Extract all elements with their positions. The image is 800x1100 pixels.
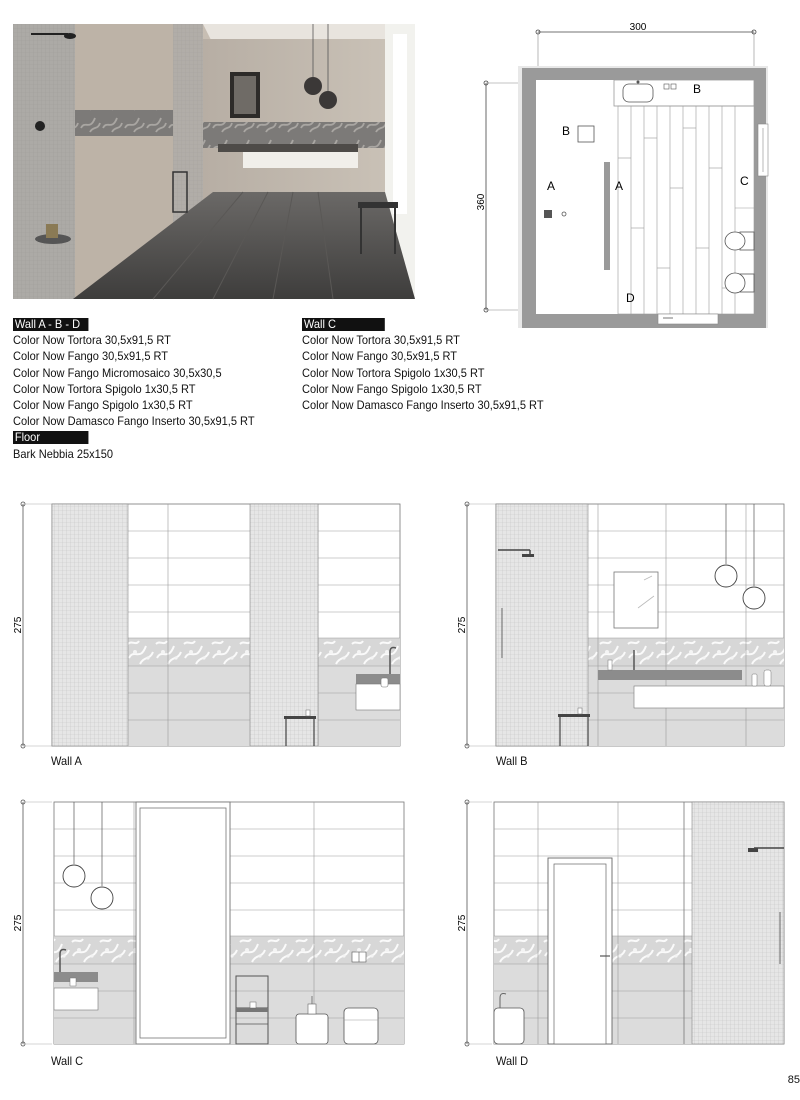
width-dim-label: 300	[629, 22, 647, 33]
spec-title-floor: Floor	[13, 431, 88, 444]
height-dim-label: 275	[13, 616, 24, 634]
elevation-label-wall-b: Wall B	[496, 754, 528, 768]
spec-item: Color Now Fango 30,5x91,5 RT	[13, 349, 169, 364]
plan-label-b-top: B	[693, 82, 702, 96]
elevation-label-wall-c: Wall C	[51, 1054, 84, 1068]
spec-title-wall-c: Wall C	[302, 318, 385, 331]
spec-item: Color Now Tortora 30,5x91,5 RT	[302, 333, 460, 348]
floor-plan	[478, 18, 788, 334]
plan-label-b-left: B	[562, 124, 571, 138]
spec-wall-abd	[13, 316, 255, 462]
plan-label-d: D	[626, 291, 635, 305]
spec-item: Color Now Damasco Fango Inserto 30,5x91,5 RT	[13, 414, 255, 429]
spec-item: Color Now Fango Micromosaico 30,5x30,5	[13, 365, 222, 380]
spec-item: Color Now Fango 30,5x91,5 RT	[302, 349, 458, 364]
elevation-label-wall-d: Wall D	[496, 1054, 529, 1068]
height-dim-label: 275	[13, 914, 24, 932]
plan-drain-icon	[544, 210, 552, 218]
elevation-wall-d	[458, 796, 790, 1050]
plan-room	[536, 80, 754, 314]
spec-item: Color Now Fango Spigolo 1x30,5 RT	[13, 398, 193, 413]
spec-item: Bark Nebbia 25x150	[13, 446, 114, 461]
height-dim-label: 275	[457, 616, 468, 634]
elevation-label-wall-a: Wall A	[51, 754, 82, 768]
spec-item: Color Now Damasco Fango Inserto 30,5x91,5 RT	[302, 398, 544, 413]
plan-door-icon	[658, 314, 718, 324]
plan-wc-icon	[725, 273, 754, 293]
elevation-wall-b	[458, 498, 790, 752]
plan-label-c: C	[740, 174, 749, 188]
plan-label-a-right: A	[615, 179, 624, 193]
spec-wall-c	[302, 316, 544, 413]
spec-title-wall-abd: Wall A - B - D	[13, 318, 88, 331]
depth-dim-label: 360	[476, 193, 487, 211]
spec-item: Color Now Tortora Spigolo 1x30,5 RT	[302, 365, 485, 380]
page-number: 85	[787, 1074, 800, 1086]
height-dim-label: 275	[457, 914, 468, 932]
plan-bidet-icon	[725, 232, 754, 250]
spec-item: Color Now Tortora 30,5x91,5 RT	[13, 333, 171, 348]
elevation-wall-a	[14, 498, 406, 752]
spec-item: Color Now Tortora Spigolo 1x30,5 RT	[13, 381, 196, 396]
bathroom-photo	[13, 24, 415, 299]
spec-item: Color Now Fango Spigolo 1x30,5 RT	[302, 381, 482, 396]
plan-label-a-left: A	[547, 179, 556, 193]
plan-sink-icon	[623, 84, 653, 102]
elevation-wall-c	[14, 796, 410, 1050]
